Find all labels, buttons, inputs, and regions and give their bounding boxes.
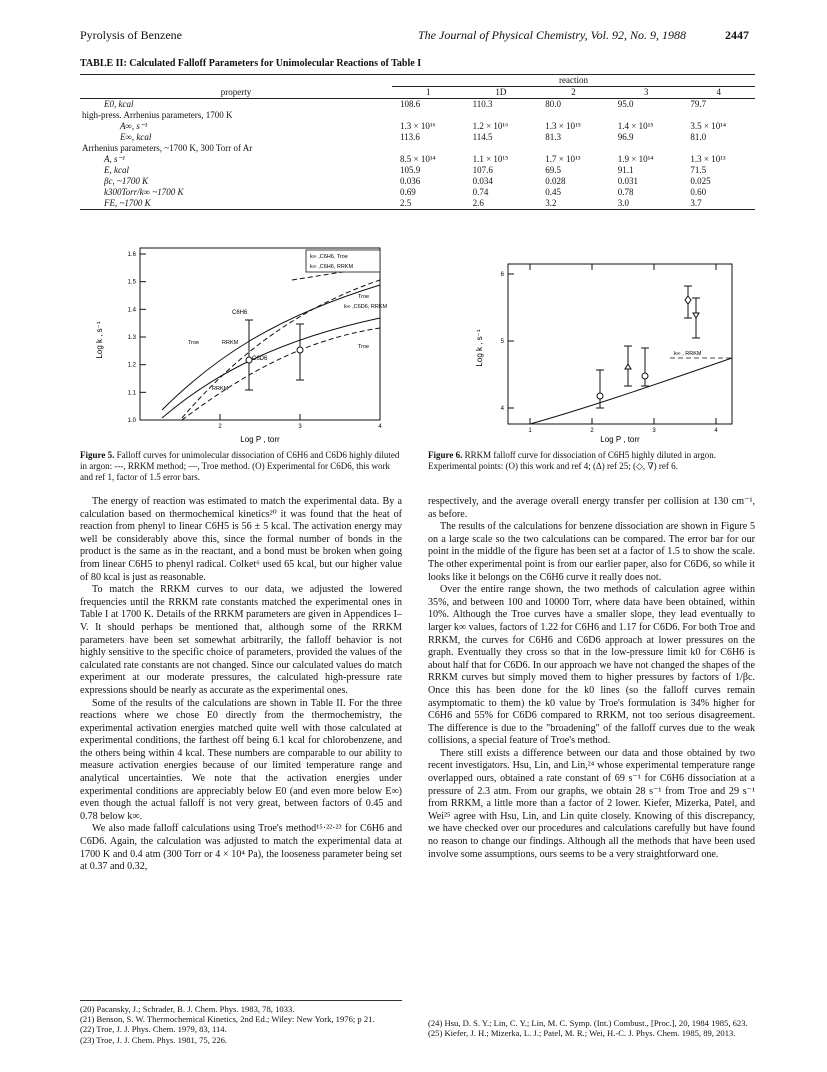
table-cell: 114.5 [472,132,493,142]
plot-label: RRKM [212,386,229,392]
plot-label: k∞ ,C6D6, RRKM [344,304,388,310]
reference: (25) Kiefer, J. H.; Mizerka, L. J.; Patel, M. R.; Wei, H.-C. J. Phys. Chem. 1985, 89, 2013. [428,1028,736,1039]
rrkm-c6h5-curve [530,358,732,424]
table-row [80,198,755,210]
table-cell: 1.3 × 10¹⁶ [400,121,436,131]
y-axis-label: Log k , s⁻¹ [95,321,104,359]
x-tick-label: 2 [590,428,594,434]
plot-frame [508,264,732,424]
x-tick-label: 3 [652,428,656,434]
table-row [80,110,755,121]
table-cell [537,143,610,154]
table-cell: 96.9 [617,132,634,142]
table-cell: 0.028 [545,176,566,186]
table-cell: 1.2 × 10¹⁶ [472,121,509,131]
table-cell: 2.6 [465,198,538,210]
data-point [684,286,692,318]
figure-5-plot [92,240,390,448]
data-point [596,370,604,408]
data-point [624,346,632,386]
table-cell [537,110,610,121]
table-cell: 3.7 [682,198,755,210]
table-cell: 110.3 [472,99,493,109]
table-cell [610,110,683,121]
y-axis-label: Log k , s⁻¹ [475,329,484,367]
row-label: E0, kcal [104,99,134,109]
table-cell: 2.5 [392,198,465,210]
table-cell: 0.036 [400,176,421,186]
table-cell: 113.6 [400,132,420,142]
paragraph: The energy of reaction was estimated to match the experimental data. By a calculation based on thermochemical kinetics²⁰ it was found that the heat of reaction from phenyl to linear C6H5 is 56 ± 5 kcal. The activation energy may well be considerably above this, since the formal number of bonds in the product is the same as in the reactant, and a bond must be broken when going from linear C6H5 to phenyl radical. Colket⁶ used 65 kcal, but our higher value of 80 kcal is just as reasonable. [80,496,402,583]
table-cell: 1.3 × 10¹⁵ [545,121,581,131]
row-label: A, s⁻¹ [104,154,125,164]
row-label: E∞, kcal [120,132,152,142]
paragraph: Some of the results of the calculations are shown in Table II. For the three reactions where we chose E0 directly from the thermochemistry, the experimental activation energies matched quite well with those calculated at experimental conditions, the farthest off being 6.1 kcal for chlorobenzene, and the others being within 4 kcal. These numbers are comparable to our ability to measure activation energies because of our limited temperature range and analytical uncertainties. We note that the activation energies under experimental conditions are appreciably below E0 (and even more below E∞) even though the actual falloff is not very great, between factors of 0.45 and 0.78 below k∞. [80,697,402,822]
figure-5-caption-title: Figure 5. [80,450,115,460]
x-axis-label: Log P , torr [600,435,640,444]
paragraph: We also made falloff calculations using Troe's method¹⁵·²²·²³ for C6H6 and C6D6. Again, the calculation was adjusted to match the experimental data at 1700 K and 0.4 atm (300 Torr or 4 × 10⁴ Pa), the looseness parameter being set at 0.37 and 0.32, [80,823,402,873]
x-axis-label: Log P , torr [240,435,280,444]
table-cell: 0.60 [690,187,707,197]
table-cell: 81.0 [690,132,707,142]
plot-label: Troe [358,294,370,300]
table-row [80,176,755,187]
table-cell: 108.6 [400,99,421,109]
table-cell [392,110,465,121]
right-text-column [428,496,755,861]
table-row [80,143,755,154]
table-cell: 71.5 [690,165,707,175]
table-row [80,99,755,111]
page-number: 2447 [725,28,749,42]
table-cell: 91.1 [617,165,634,175]
data-point [296,324,304,380]
paragraph: The results of the calculations for benzene dissociation are shown in Figure 5 on a large scale so the two calculations can be compared. The error bar for our point in the middle of the figure has been set at a factor of 1.5 to show the scale. The other experimental point is from our earlier paper, also for C6D6, so while it looks like it belongs on the C6H6 curve it really does not. [428,521,755,583]
table-row [80,165,755,176]
table-cell: 0.034 [472,176,493,186]
y-tick-label: 1.6 [127,252,136,258]
plot-frame [140,248,380,420]
reference: (21) Benson, S. W. Thermochemical Kinetics, 2nd Ed.; Wiley: New York, 1976; p 21. [80,1014,375,1025]
plot-label: k∞ ,C6H6, RRKM [310,264,354,270]
data-point [641,348,649,386]
data-point [692,298,700,338]
y-tick-label: 1.2 [127,362,136,369]
reference: (20) Pacansky, J.; Schrader, B. J. Chem. Phys. 1983, 78, 1033. [80,1004,295,1014]
table-cell: 1.4 × 10¹⁵ [617,121,654,131]
y-tick-label: 1.1 [127,390,136,397]
table-row [80,121,755,132]
table-cell: 107.6 [472,165,493,175]
paragraph: Over the entire range shown, the two methods of calculation agree within 35%, and between 100 and 10000 Torr, where data have been obtained, within 10%. Although the Troe curves have a smaller slope, they lead eventually to larger k∞ values, factors of 1.22 for C6H6 and 1.17 for C6D6. For both Troe and RRKM, the curves for C6H6 and C6D6 approach at lower pressures on the graph. Eventually they cross so that in the low-pressure limit k0 for C6H6 is about half that for C6D6. In our approach we have not changed the shapes of the RRKM curves but simply moved them to higher pressures by factors of 1/βc. Once this has been done for the k0 lines (so the falloff curves remain asymptomatic to them) the k0 value by Troe's formulation is 34% higher for C6H6 and 55% for C6D6 compared to RRKM, not too serious disagreement. The difference is due to the "broadening" of the falloff curves due to the weak collisions, a special feature of Troe's method. [428,584,755,747]
table-cell: 8.5 × 10¹⁴ [400,154,436,164]
references-left [80,1004,402,1045]
left-text-column [80,496,402,874]
reference: (24) Hsu, D. S. Y.; Lin, C. Y.; Lin, M. C. Symp. (Int.) Combust., [Proc.], 20, 1984 1985, 623. [428,1018,748,1028]
x-tick-label: 4 [378,424,382,430]
col-header: 3 [610,87,683,99]
col-header: 2 [537,87,610,99]
table-cell: 81.3 [545,132,561,142]
table-cell: 3.0 [610,198,683,210]
plot-label: Troe [188,340,200,346]
table-caption: TABLE II: Calculated Falloff Parameters for Unimolecular Reactions of Table I [80,58,422,69]
rrkm-c6d6-curve [182,328,380,420]
plot-label: k∞ , RRKM [674,351,702,357]
table-cell: 0.025 [690,176,711,186]
row-label: FE, ~1700 K [80,198,392,210]
table-row [80,154,755,165]
table-cell: 0.45 [545,187,561,197]
y-tick-label: 1.4 [127,307,136,314]
col-header: 1D [465,87,538,99]
table-cell: 0.031 [617,176,639,186]
table-cell: 1.9 × 10¹⁴ [617,154,654,164]
table-cell [610,143,683,154]
y-tick-label: 1.0 [127,418,136,424]
row-label: βc, ~1700 K [104,176,149,186]
figure-5-caption-text: Falloff curves for unimolecular dissociation of C6H6 and C6D6 highly diluted in argon: ---, RRKM method; —, Troe method. (O) Experimental for C6D6, this work and ref 1, factor of 1.5 error bars. [80,450,400,482]
table-row [80,132,755,143]
col-group-header: reaction [392,75,755,87]
plot-label: Troe [358,344,370,350]
col-header: 1 [392,87,465,99]
figure-6-caption [428,450,755,472]
row-label: Arrhenius parameters, ~1700 K, 300 Torr of Ar [82,143,253,153]
y-tick-label: 4 [500,406,504,412]
running-head-journal: The Journal of Physical Chemistry, Vol. 92, No. 9, 1988 [418,28,686,42]
table-cell: 3.2 [537,198,610,210]
x-tick-label: 3 [298,424,302,430]
row-label: E, kcal [104,165,129,175]
plot-label: k∞ ,C6H6, Troe [310,254,348,260]
table-cell: 105.9 [400,165,421,175]
figure-6-caption-title: Figure 6. [428,450,463,460]
plot-label: C6D6 [252,356,268,362]
x-tick-label: 2 [218,424,222,430]
table-cell [392,143,465,154]
table-cell: 1.1 × 10¹⁵ [472,154,509,164]
table-cell: 0.69 [400,187,416,197]
table-cell: 0.78 [617,187,634,197]
y-tick-label: 1.3 [127,335,136,341]
table-cell: 69.5 [545,165,561,175]
reference: (22) Troe, J. J. Phys. Chem. 1979, 83, 114. [80,1024,227,1035]
running-head-left: Pyrolysis of Benzene [80,28,182,42]
plot-label: C6H6 [232,310,248,316]
rrkm-c6h6-curve [182,280,380,418]
falloff-parameters-table [80,74,755,210]
plot-label: RRKM [222,340,239,346]
figure-5-caption [80,450,402,483]
table-cell [465,110,538,121]
figure-6-plot [470,258,740,448]
table-cell [682,110,755,121]
figure-6-caption-text: RRKM falloff curve for dissociation of C6H5 highly diluted in argon. Experimental points: (O) this work and ref 4; (Δ) ref 25; (◇, ∇) ref 6. [428,450,716,471]
row-label: high-press. Arrhenius parameters, 1700 K [82,110,233,120]
references-right [428,1018,755,1038]
row-label: A∞, s⁻¹ [120,121,148,131]
row-label: k300Torr/k∞ ~1700 K [104,187,184,197]
table-cell: 1.3 × 10¹³ [690,154,726,164]
table-cell [682,143,755,154]
y-tick-label: 1.5 [127,279,136,286]
paragraph: There still exists a difference between our data and those obtained by two recent investigators. Hsu, Lin, and Lin,²⁴ whose experimental temperature range overlapped ours, obtained a rate constant of 69 s⁻¹ for C6H6 dissociation at a pressure of 2.3 atm. From our graphs, we obtain 28 s⁻¹ from Troe and 29 s⁻¹ from RRKM, a little more than a factor of 2 lower. Kiefer, Mizerka, Patel, and Wei²⁵ agree with Hsu, Lin, and Lin quite closely. Knowing of this discrepancy, we have checked over our procedures and calculations carefully but have found no reason to change our findings. Although all the methods that have been used involve some assumptions, ours seems to be a very straightforward one. [428,747,755,860]
table-cell: 3.5 × 10¹⁴ [690,121,727,131]
property-header: property [80,87,392,99]
x-tick-label: 4 [714,428,718,434]
table-cell: 1.7 × 10¹³ [545,154,581,164]
table-cell [465,143,538,154]
y-tick-label: 5 [500,339,504,345]
col-header: 4 [682,87,755,99]
table-row [80,187,755,198]
table-cell: 0.74 [472,187,489,197]
reference: (23) Troe, J. J. Chem. Phys. 1981, 75, 226. [80,1034,228,1045]
table-cell: 79.7 [690,99,707,109]
y-tick-label: 6 [500,272,504,278]
x-tick-label: 1 [528,428,532,434]
paragraph: To match the RRKM curves to our data, we adjusted the lowered frequencies until the RRKM rate constants matched the experimental ones in Table I at 1700 K. Details of the RRKM parameters are given in Appendices I–V. It should perhaps be mentioned that, although some of the RRKM parameters have been set somewhat arbitrarily, the falloff behavior is not highly sensitive to the specific choice of parameters, provided the values of the calculated rate constants are not changed. Since our calculated values do match experiment at our moderate pressures, the calculated high-pressure rate expressions should be nearly as accurate as the experimental ones. [80,584,402,696]
table-cell: 95.0 [617,99,634,109]
paragraph: respectively, and the average overall energy transfer per collision at 130 cm⁻¹, as before. [428,496,755,520]
table-cell: 80.0 [545,99,561,109]
